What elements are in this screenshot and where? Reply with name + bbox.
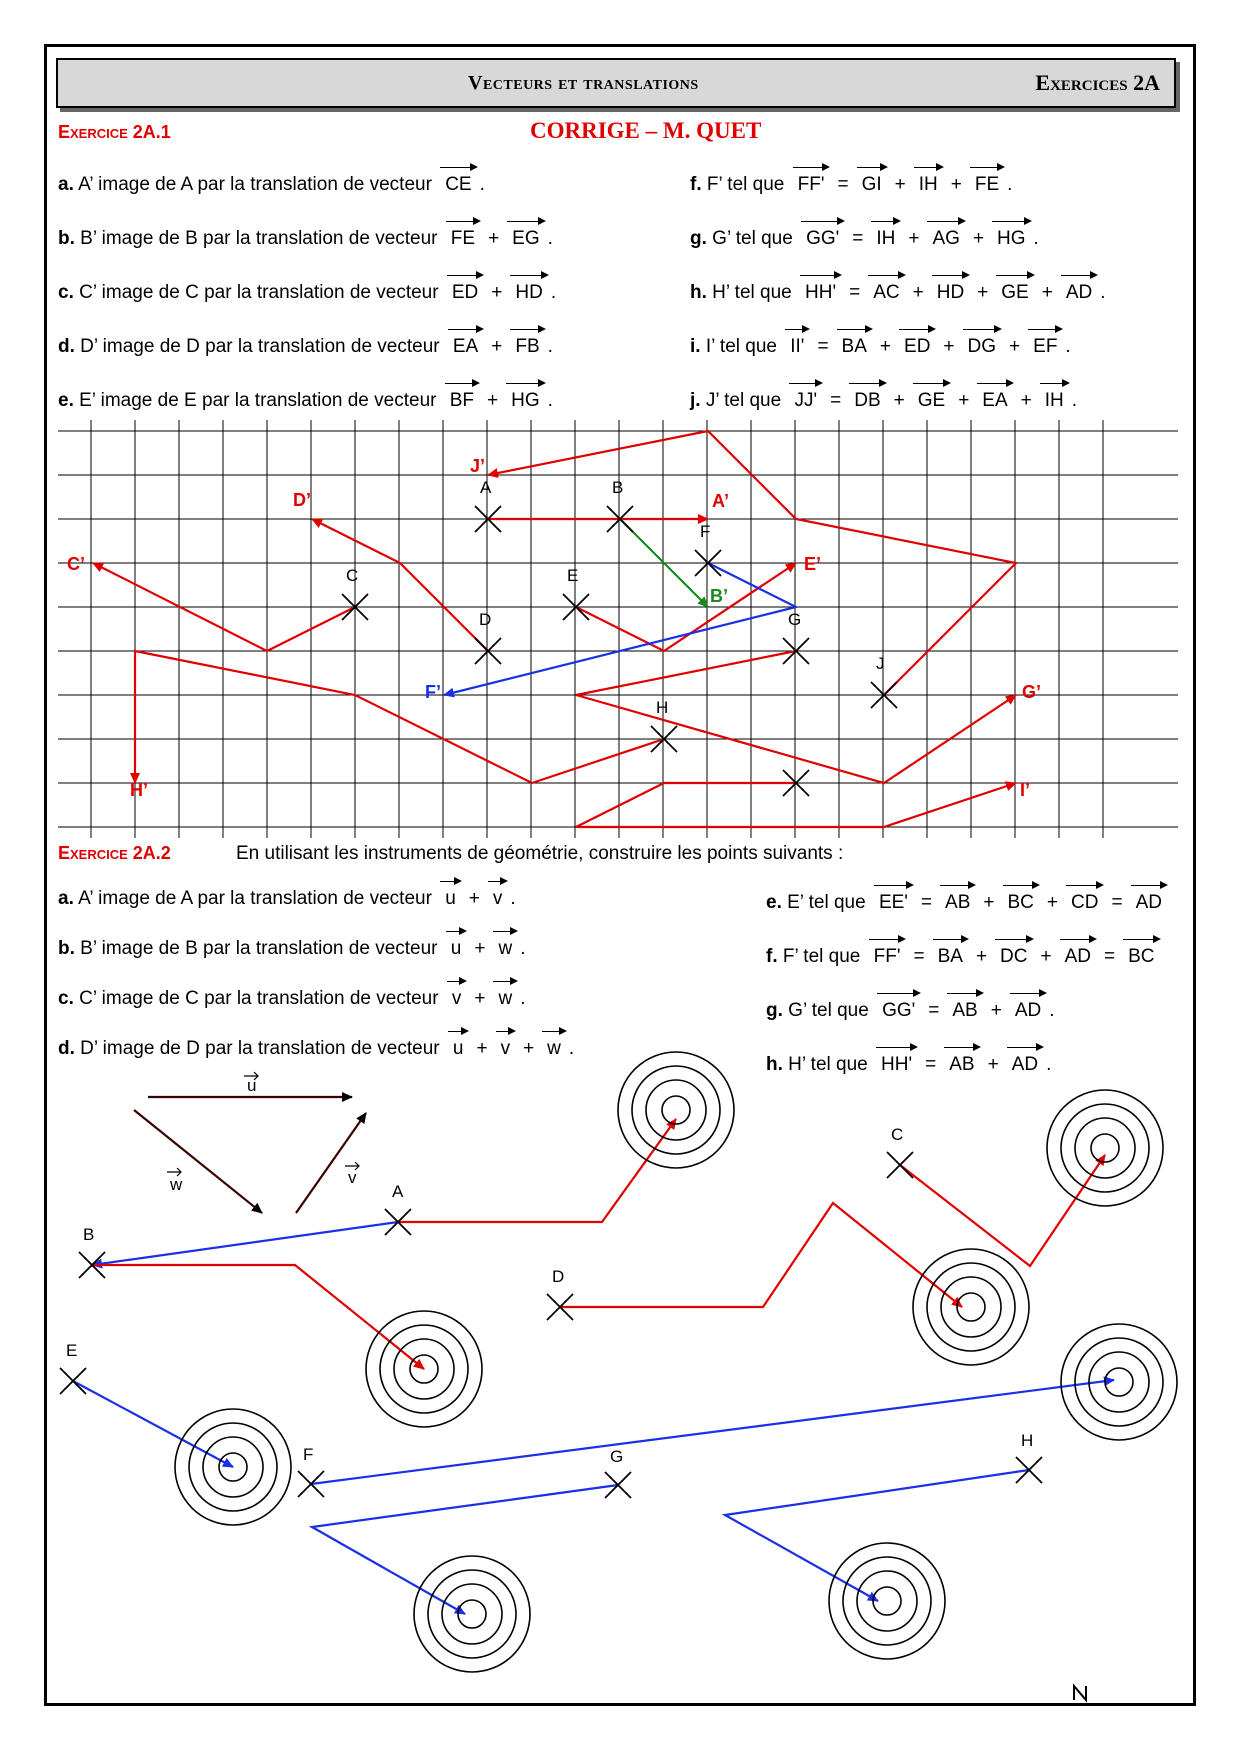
ex1-right-op: + (943, 336, 955, 357)
ex2-left-text: A’ image de A par la translation de vecteur (73, 888, 438, 909)
arrow-ex2-c (900, 1155, 1105, 1266)
ex2-right-letter: g. (766, 1000, 783, 1021)
ex2-right-vector: AB (941, 1054, 982, 1076)
ex2-right-op: + (983, 892, 995, 913)
ex1-right-op: = (837, 174, 849, 195)
ex2-right-op: + (1040, 946, 1052, 967)
ex1-left-vector: FE (443, 228, 483, 250)
ex1-right-vector: AC (865, 282, 907, 304)
ex2-right-end: . (1049, 1000, 1055, 1021)
ex2-right-result-vector: AD (1128, 892, 1170, 914)
target-circle (829, 1543, 945, 1659)
ex1-right-letter: j. (690, 390, 701, 411)
ex1-right-end: . (1065, 336, 1071, 357)
ex2-left-text: C’ image de C par la translation de vecteur (73, 988, 444, 1009)
ex1-left-text: C’ image de C par la translation de vecteur (73, 282, 444, 303)
ex2-right-text: G’ tel que (782, 1000, 875, 1021)
ex2-right-lhs-vector: EE' (871, 892, 916, 914)
ex2-left-op: + (474, 938, 486, 959)
ex2-left-vector: w (490, 938, 520, 960)
ex1-left-vector: EA (445, 336, 486, 358)
ex2-left-op: + (468, 888, 480, 909)
target-circle (458, 1600, 486, 1628)
label-J: J (876, 654, 885, 673)
header-title: Vecteurs et translations (468, 72, 699, 94)
exercise-2-label: Exercice 2A.2 (58, 843, 171, 863)
ex1-left-end: . (547, 390, 553, 411)
ex1-left-vector: FB (507, 336, 547, 358)
ex1-right-vector: AG (924, 228, 967, 250)
ex2-right-result-vector: BC (1120, 946, 1162, 968)
ex1-left-op: + (491, 282, 503, 303)
label-A: A (480, 478, 492, 497)
ex1-right-lhs-vector: JJ' (786, 390, 825, 412)
label-B-prime: B’ (710, 586, 728, 606)
ex2-right-vector: AB (937, 892, 978, 914)
arrow-d (312, 519, 488, 651)
ex2-left-vector: w (539, 1038, 569, 1060)
ex1-right-op: + (950, 174, 962, 195)
ex2-left-vector: v (485, 888, 511, 910)
ex1-left-letter: e. (58, 390, 74, 411)
ex1-right-lhs-vector: FF' (790, 174, 833, 196)
target-circle (1047, 1090, 1163, 1206)
label-u: u (247, 1076, 257, 1095)
ex1-right-vector: GI (854, 174, 890, 196)
label-ex2-B: B (83, 1225, 95, 1244)
ex1-right-op: + (894, 174, 906, 195)
ex2-left-vector: u (445, 1038, 472, 1060)
ex2-right-op: + (1046, 892, 1059, 913)
ex1-right-op: + (972, 228, 985, 249)
ex1-right-op: + (1009, 336, 1021, 357)
ex1-right-vector: ED (896, 336, 938, 358)
ex1-right-vector: AD (1058, 282, 1100, 304)
ex2-right-op: + (975, 946, 988, 967)
ex2-right-op: + (990, 1000, 1002, 1021)
header-code: Exercices 2A (1035, 70, 1160, 95)
target-circle (618, 1052, 734, 1168)
arrow-g (576, 651, 1016, 783)
ex1-right-letter: i. (690, 336, 701, 357)
point-cross (887, 1152, 913, 1178)
label-w: w (170, 1175, 183, 1194)
arrow-ex2-g (312, 1485, 618, 1614)
label-C: C (346, 566, 359, 585)
ex2-left-text: D’ image de D par la translation de vecteur (74, 1038, 445, 1059)
ex1-right-op: + (1041, 282, 1053, 303)
ex1-right-op: + (958, 390, 970, 411)
arrow-i (576, 783, 796, 827)
ex2-right-op: + (987, 1054, 999, 1075)
target-circle (1091, 1134, 1119, 1162)
target-circle (1075, 1118, 1135, 1178)
ex2-left-op: + (476, 1038, 488, 1059)
ex2-left-letter: b. (58, 938, 75, 959)
ex1-right-text: J’ tel que (700, 390, 787, 411)
arrow-i2 (576, 783, 1016, 827)
ex1-left-letter: d. (58, 336, 75, 357)
ex1-right-op: = (852, 228, 864, 249)
ex1-left-vector: BF (442, 390, 482, 412)
ex1-right-end: . (1033, 228, 1039, 249)
ex1-right-vector: FE (967, 174, 1007, 196)
ex2-right-vector: AD (1007, 1000, 1049, 1022)
ex1-left-text: E’ image de E par la translation de vecteur (73, 390, 442, 411)
ex1-left-end: . (550, 282, 557, 303)
ex1-right-vector: IH (911, 174, 946, 196)
label-D: D (479, 610, 492, 629)
ex2-left-end: . (568, 1038, 575, 1059)
ex2-left-vector: v (444, 988, 470, 1010)
ex1-right-lhs-vector: GG' (798, 228, 847, 250)
ex1-right-lhs-vector: HH' (797, 282, 844, 304)
ex2-left-op: + (523, 1038, 535, 1059)
ex1-right-lhs-vector: II' (782, 336, 812, 358)
target-circle (442, 1584, 502, 1644)
ex2-right-vector: CD (1063, 892, 1106, 914)
label-J-prime: J’ (470, 456, 486, 476)
vector-w (134, 1110, 262, 1213)
ex1-left-text: D’ image de D par la translation de vecteur (74, 336, 445, 357)
ex1-left-end: . (547, 336, 553, 357)
label-v: v (348, 1168, 357, 1187)
ex1-right-op: + (977, 282, 989, 303)
ex1-left-text: A’ image de A par la translation de vecteur (73, 174, 438, 195)
target-circle (857, 1571, 917, 1631)
ex2-right-op: = (920, 892, 933, 913)
target-circles (175, 1052, 1177, 1672)
ex2-left-letter: a. (58, 888, 74, 909)
ex1-right-vector: EF (1025, 336, 1065, 358)
target-circle (646, 1080, 706, 1140)
arrow-ex2-h (725, 1470, 1029, 1601)
label-B: B (612, 478, 624, 497)
target-circle (941, 1277, 1001, 1337)
ex1-right-vector: IH (1037, 390, 1072, 412)
ex1-right-end: . (1071, 390, 1078, 411)
label-ex2-H: H (1021, 1431, 1034, 1450)
ex2-left-vector: w (490, 988, 520, 1010)
ex2-left-vector: v (493, 1038, 519, 1060)
label-F: F (700, 522, 711, 541)
ex2-right-op: = (913, 946, 925, 967)
target-circle (414, 1556, 530, 1672)
ex2-right-letter: f. (766, 946, 778, 967)
ex1-right-vector: DG (960, 336, 1005, 358)
ex1-right-vector: HD (929, 282, 972, 304)
ex1-right-text: I’ tel que (700, 336, 783, 357)
ex1-left-letter: b. (58, 228, 75, 249)
label-ex2-F: F (303, 1445, 314, 1464)
ex1-right-vector: GE (993, 282, 1036, 304)
ex2-right-vector: BA (930, 946, 971, 968)
arrow-ex2-b (92, 1265, 424, 1369)
target-circle (1105, 1368, 1133, 1396)
corrige-title: CORRIGE – M. QUET (530, 118, 762, 143)
point-cross (298, 1471, 324, 1497)
arrow-ex2-e (73, 1381, 233, 1467)
label-D-prime: D’ (293, 490, 311, 510)
ex2-left-end: . (520, 938, 526, 959)
ex2-right-vector: BC (1000, 892, 1042, 914)
ex1-right-op: + (893, 390, 905, 411)
ex2-right-letter: e. (766, 892, 782, 913)
target-circle (1075, 1338, 1163, 1426)
ex1-right-end: . (1100, 282, 1106, 303)
ex1-left-op: + (488, 228, 500, 249)
label-E-prime: E’ (804, 554, 822, 574)
ex2-left-op: + (474, 988, 486, 1009)
ex2-right-lhs-vector: GG' (874, 1000, 923, 1022)
ex1-right-letter: f. (690, 174, 702, 195)
ex2-right-text: F’ tel que (777, 946, 866, 967)
ex2-right-end: . (1046, 1054, 1052, 1075)
exercise-2-labels (66, 1076, 1033, 1466)
ex1-right-vector: BA (834, 336, 875, 358)
exercise-2-arrows (73, 1097, 1114, 1614)
ex2-right-vector: DC (992, 946, 1035, 968)
exercise-1-image-labels (67, 456, 1041, 800)
ex2-left-vector: u (437, 888, 464, 910)
label-ex2-E: E (66, 1341, 78, 1360)
ex1-right-op: + (908, 228, 920, 249)
ex1-left-end: . (479, 174, 485, 195)
label-F-prime: F’ (425, 682, 441, 702)
ex1-right-letter: g. (690, 228, 707, 249)
ex1-left-op: + (487, 390, 499, 411)
arrow-ex2-f (311, 1380, 1114, 1484)
arrow-ex2-a (398, 1119, 676, 1222)
ex2-left-end: . (520, 988, 526, 1009)
ex1-right-text: H’ tel que (706, 282, 798, 303)
label-H-prime: H’ (130, 780, 148, 800)
ex1-right-text: G’ tel que (706, 228, 799, 249)
ex1-left-vector: HD (507, 282, 550, 304)
ex1-right-vector: DB (846, 390, 888, 412)
label-I-prime: I’ (1020, 780, 1031, 800)
exercise-2-intro: En utilisant les instruments de géométrie, construire les points suivants : (236, 843, 844, 864)
ex1-left-letter: c. (58, 282, 74, 303)
target-circle (1061, 1324, 1177, 1440)
ex2-right-op: = (1111, 892, 1123, 913)
arrow-ex2-d (560, 1203, 962, 1307)
ex1-right-text: F’ tel que (701, 174, 790, 195)
point-cross (605, 1472, 631, 1498)
ex1-right-letter: h. (690, 282, 707, 303)
ex1-left-end: . (547, 228, 553, 249)
ex1-right-vector: GE (910, 390, 953, 412)
ex1-left-op: + (491, 336, 503, 357)
ex1-left-vector: CE (437, 174, 479, 196)
ex2-right-letter: h. (766, 1054, 783, 1075)
exercise-1-arrows (93, 431, 1016, 827)
point-cross (60, 1368, 86, 1394)
ex2-right-text: E’ tel que (781, 892, 871, 913)
ex2-left-letter: c. (58, 988, 74, 1009)
ex2-right-vector: AD (1057, 946, 1099, 968)
ex1-left-letter: a. (58, 174, 74, 195)
ex1-right-op: = (830, 390, 842, 411)
label-A-prime: A’ (712, 491, 730, 511)
ex2-right-op: = (925, 1054, 937, 1075)
page-corner-mark (1074, 1686, 1086, 1700)
ex1-right-op: = (849, 282, 861, 303)
ex2-left-end: . (510, 888, 516, 909)
ex1-right-op: + (1020, 390, 1032, 411)
target-circle (913, 1249, 1029, 1365)
ex1-right-end: . (1007, 174, 1013, 195)
label-ex2-D: D (552, 1267, 565, 1286)
ex2-left-text: B’ image de B par la translation de vecteur (74, 938, 443, 959)
target-circle (1061, 1104, 1149, 1192)
ex2-right-vector: AD (1004, 1054, 1046, 1076)
label-G: G (788, 610, 802, 629)
ex2-right-op: = (928, 1000, 940, 1021)
ex1-right-vector: HG (989, 228, 1034, 250)
ex2-right-text: H’ tel que (782, 1054, 874, 1075)
ex1-left-text: B’ image de B par la translation de vecteur (74, 228, 443, 249)
ex2-right-lhs-vector: HH' (873, 1054, 920, 1076)
ex1-right-vector: EA (974, 390, 1015, 412)
label-H: H (656, 698, 669, 717)
ex2-right-vector: AB (944, 1000, 985, 1022)
ex1-left-vector: ED (444, 282, 486, 304)
arrow-ex2-b-blue (92, 1222, 398, 1265)
ex1-right-op: + (879, 336, 892, 357)
ex2-right-lhs-vector: FF' (866, 946, 909, 968)
ex1-left-vector: HG (503, 390, 548, 412)
ex2-left-letter: d. (58, 1038, 75, 1059)
point-crosses (60, 506, 1042, 1498)
label-E: E (567, 566, 579, 585)
ex1-right-vector: IH (868, 228, 903, 250)
ex2-right-op: = (1104, 946, 1116, 967)
label-ex2-G: G (610, 1447, 624, 1466)
label-G-prime: G’ (1022, 682, 1042, 702)
label-C-prime: C’ (67, 554, 85, 574)
label-ex2-C: C (891, 1125, 904, 1144)
label-ex2-A: A (392, 1182, 404, 1201)
ex2-left-vector: u (443, 938, 470, 960)
ex1-right-op: = (817, 336, 829, 357)
ex1-left-vector: EG (504, 228, 547, 250)
exercise-1-label: Exercice 2A.1 (58, 122, 171, 142)
ex1-right-op: + (912, 282, 924, 303)
point-cross (1016, 1457, 1042, 1483)
